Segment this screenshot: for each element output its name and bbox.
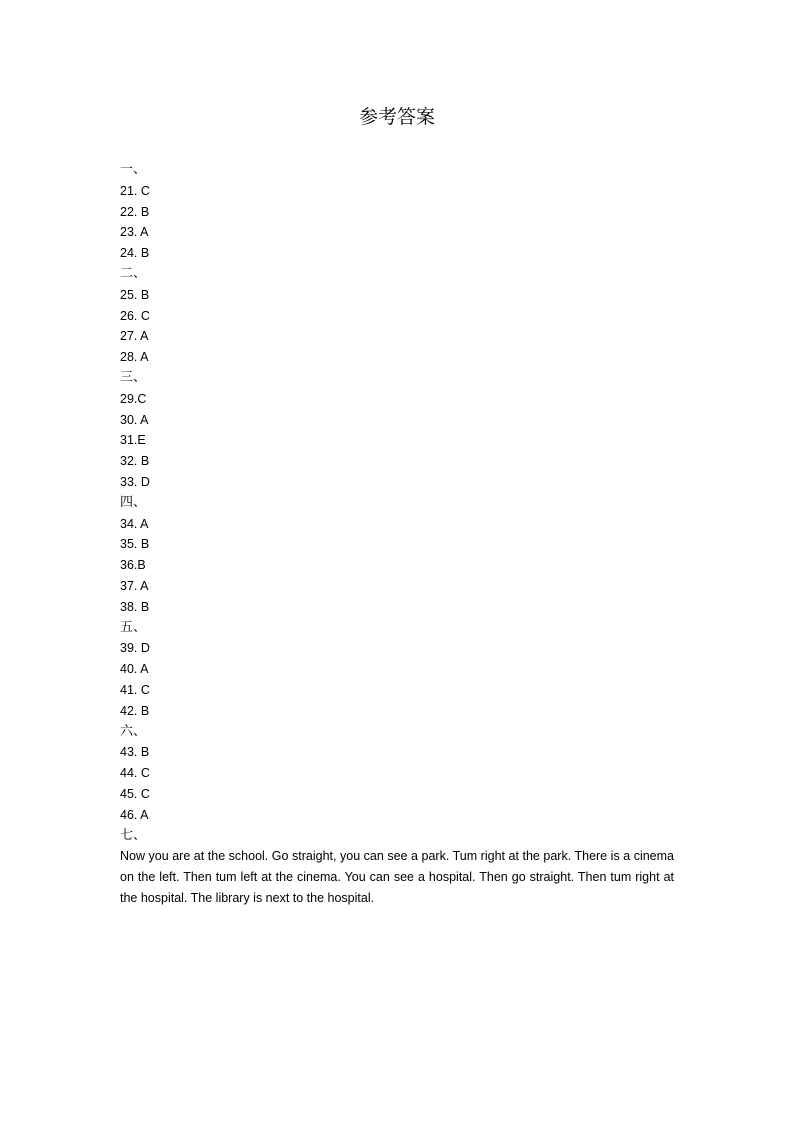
- section-heading-7: 七、: [120, 827, 147, 843]
- answer-item: 33. D: [120, 474, 150, 489]
- answer-item: 42. B: [120, 703, 150, 718]
- answer-item: 26. C: [120, 308, 150, 323]
- answer-item: 30. A: [120, 412, 149, 427]
- answer-item: 43. B: [120, 745, 150, 760]
- section-heading-3: 三、: [120, 369, 147, 385]
- answer-item: 25. B: [120, 287, 150, 302]
- answer-item: 27. A: [120, 329, 149, 344]
- answer-item: 24. B: [120, 246, 150, 261]
- section-heading-2: 二、: [120, 265, 147, 281]
- answer-item: 28. A: [120, 350, 149, 365]
- answer-item: 34. A: [120, 516, 149, 531]
- page-title: 参考答案: [358, 106, 435, 128]
- answer-body: [120, 160, 680, 909]
- answer-item: 39. D: [120, 641, 150, 656]
- answer-item: 44. C: [120, 766, 150, 781]
- answer-item: 40. A: [120, 662, 149, 677]
- answer-item: 38. B: [120, 599, 150, 614]
- answer-item: 23. A: [120, 225, 149, 240]
- section-heading-5: 五、: [120, 619, 147, 635]
- section-heading-4: 四、: [120, 494, 147, 510]
- answer-item: 32. B: [120, 454, 150, 469]
- answer-item: 29.C: [120, 391, 147, 406]
- writing-answer-paragraph: Now you are at the school. Go straight, you can see a park. Tum right at the park. There is a cinema on the left. Then tum left at the cinema. You can see a hospital. Then go straight. Then tum right at the hospital. The library is next to the hospital.: [120, 849, 674, 905]
- answer-item: 35. B: [120, 537, 150, 552]
- answer-item: 31.E: [120, 433, 146, 448]
- section-heading-1: 一、: [120, 162, 147, 177]
- answer-item: 36.B: [120, 558, 146, 573]
- answer-item: 41. C: [120, 682, 150, 697]
- answer-item: 46. A: [120, 807, 149, 822]
- answer-item: 22. B: [120, 204, 150, 219]
- answer-item: 37. A: [120, 578, 149, 593]
- section-heading-6: 六、: [120, 723, 147, 739]
- answer-item: 45. C: [120, 786, 150, 801]
- answer-item: 21. C: [120, 183, 150, 198]
